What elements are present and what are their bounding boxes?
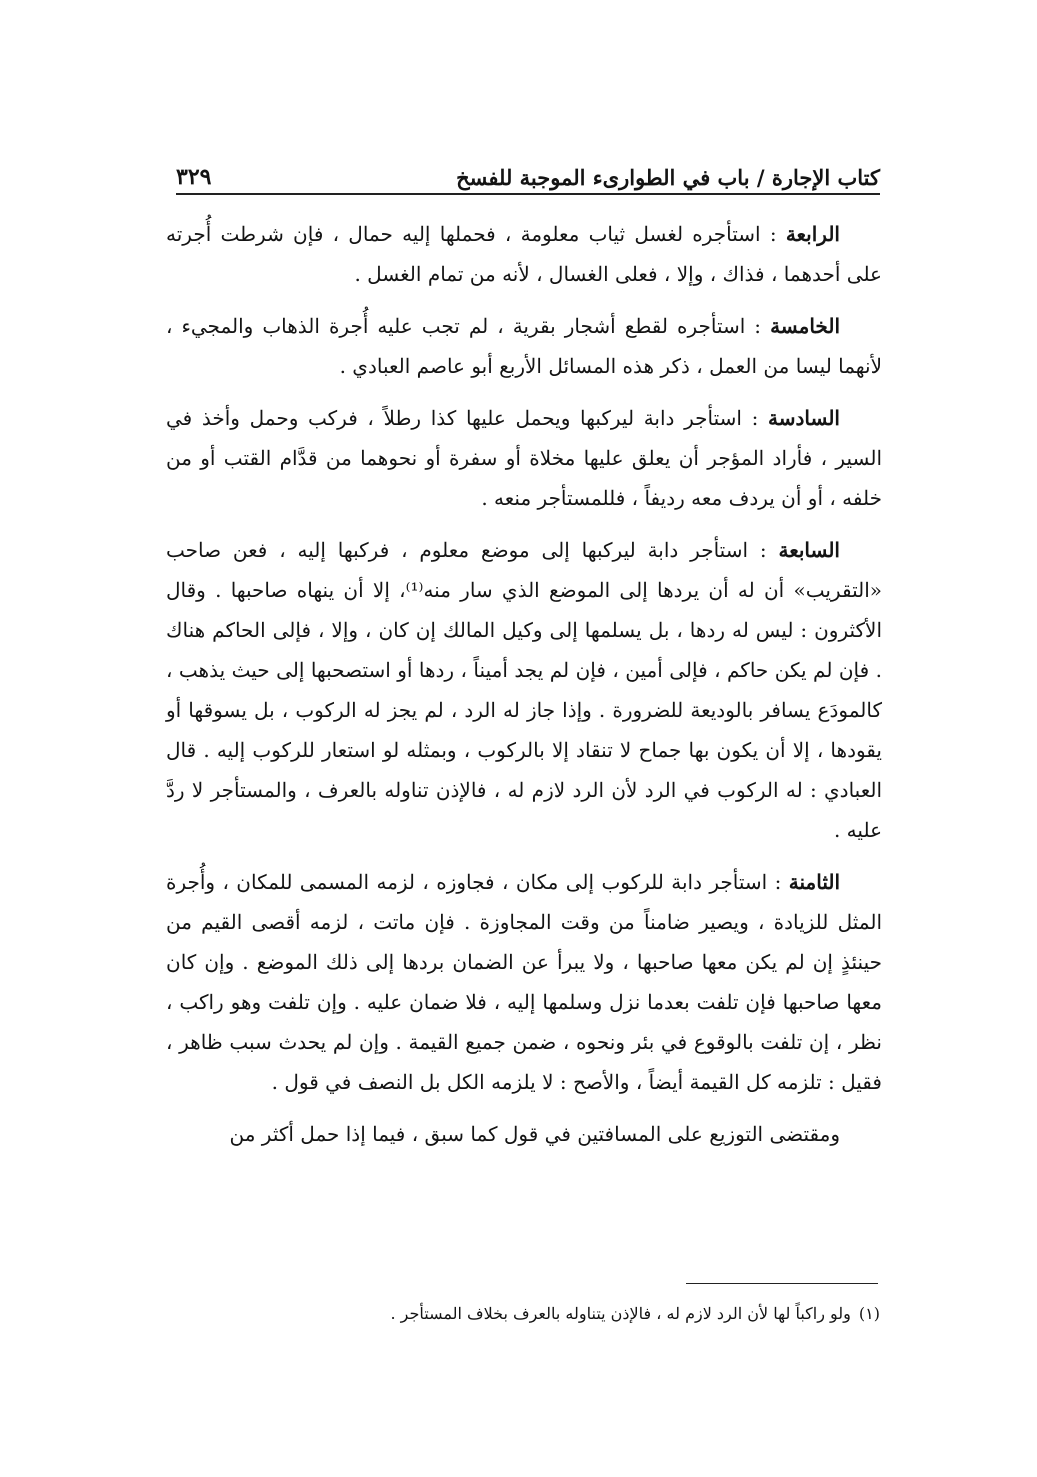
paragraph-heading: الثامنة (788, 870, 840, 894)
paragraph-text: : استأجره لغسل ثياب معلومة ، فحملها إليه حمال ، فإن شرطت أُجرته على أحدهما ، فذاك ، وإلا ، فعلى الغسال ، لأنه من تمام الغسل . (166, 222, 882, 286)
paragraph-text: : استأجر دابة ليركبها ويحمل عليها كذا رطلاً ، فركب وحمل وأخذ في السير ، فأراد المؤجر أن يعلق عليها مخلاة أو سفرة أو نحوهما من قدَّام القتب أو من خلفه ، أو أن يردف معه رديفاً ، فللمستأجر منعه . (166, 406, 882, 510)
paragraph-seventh (166, 530, 882, 850)
footnote (166, 1300, 880, 1328)
main-text (166, 214, 882, 1166)
paragraph-text: : استأجر دابة للركوب إلى مكان ، فجاوزه ، لزمه المسمى للمكان ، وأُجرة المثل للزيادة ، ويصير ضامناً من وقت المجاوزة . فإن ماتت ، لزمه أقصى القيم من حينئذٍ إن لم يكن معها صاحبها ، ولا يبرأ عن الضمان بردها إلى ذلك الموضع . وإن كان معها صاحبها فإن تلفت بعدما نزل وسلمها إليه ، فلا ضمان عليه . وإن تلفت وهو راكب ، نظر ، إن تلفت بالوقوع في بئر ونحوه ، ضمن جميع القيمة . وإن لم يحدث سبب ظاهر ، فقيل : تلزمه كل القيمة أيضاً ، والأصح : لا يلزمه الكل بل النصف في قول . (166, 870, 882, 1094)
footnote-marker: (١) (858, 1304, 880, 1323)
paragraph-text: ومقتضى التوزيع على المسافتين في قول كما سبق ، فيما إذا حمل أكثر من (229, 1122, 840, 1146)
paragraph-continuation (166, 1114, 882, 1154)
paragraph-fourth (166, 214, 882, 294)
footnote-text: ولو راكباً لها لأن الرد لازم له ، فالإذن يتناوله بالعرف بخلاف المستأجر . (390, 1304, 851, 1323)
paragraph-fifth (166, 306, 882, 386)
paragraph-text: : استأجره لقطع أشجار بقرية ، لم تجب عليه أُجرة الذهاب والمجيء ، لأنهما ليسا من العمل ، ذكر هذه المسائل الأربع أبو عاصم العبادي . (166, 314, 882, 378)
running-title: كتاب الإجارة / باب في الطوارىء الموجبة للفسخ (456, 165, 880, 190)
paragraph-heading: السابعة (778, 538, 840, 562)
paragraph-sixth (166, 398, 882, 518)
paragraph-eighth (166, 862, 882, 1102)
footnote-rule (686, 1283, 878, 1284)
paragraph-text: : استأجر دابة ليركبها إلى موضع معلوم ، فركبها إليه ، فعن صاحب «التقريب» أن له أن يردها إلى الموضع الذي سار منه⁽¹⁾، إلا أن ينهاه صاحبها . وقال الأكثرون : ليس له ردها ، بل يسلمها إلى وكيل المالك إن كان ، وإلا ، فإلى الحاكم هناك . فإن لم يكن حاكم ، فإلى أمين ، فإن لم يجد أميناً ، ردها أو استصحبها إلى حيث يذهب ، كالمودَع يسافر بالوديعة للضرورة . وإذا جاز له الرد ، لم يجز له الركوب ، بل يسوقها أو يقودها ، إلا أن يكون بها جماح لا تنقاد إلا بالركوب ، وبمثله لو استعار للركوب إليه . قال العبادي : له الركوب في الرد لأن الرد لازم له ، فالإذن تناوله بالعرف ، والمستأجر لا ردَّ عليه . (166, 538, 882, 842)
page-number: ٣٢٩ (176, 164, 212, 190)
paragraph-heading: الخامسة (770, 314, 840, 338)
page-header (176, 148, 880, 190)
paragraph-heading: الرابعة (785, 222, 840, 246)
header-rule (176, 193, 880, 195)
paragraph-heading: السادسة (768, 406, 840, 430)
